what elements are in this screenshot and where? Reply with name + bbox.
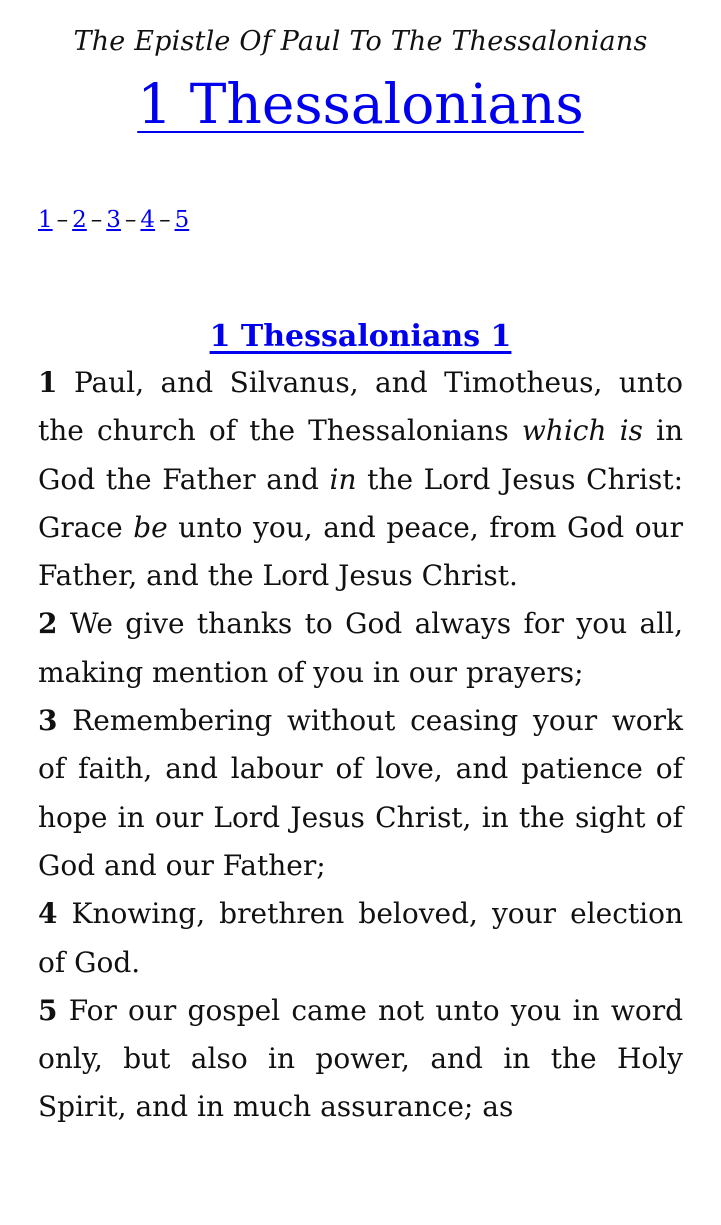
verse-text: unto you, and peace, from God our Father, and the Lord Jesus Christ. <box>38 510 683 593</box>
chapter-nav-separator: – <box>90 207 103 233</box>
verse <box>38 359 683 600</box>
verse-italic-text: in <box>329 462 357 496</box>
verse-number: 2 <box>38 607 58 641</box>
verse <box>38 697 683 890</box>
verse-text: Paul, and Silvanus, and Timotheus, unto the church of the Thessalonians <box>38 366 683 448</box>
chapter-link-5[interactable]: 5 <box>174 207 190 233</box>
page <box>0 25 721 1132</box>
chapter-link-1[interactable]: 1 <box>38 207 53 233</box>
verse-text: Knowing, brethren beloved, your election of God. <box>38 897 683 979</box>
chapter-link-4[interactable]: 4 <box>140 207 156 233</box>
verse-text: the Lord Jesus Christ: Grace <box>38 462 684 544</box>
chapter-link-2[interactable]: 2 <box>72 207 87 233</box>
verse-number: 5 <box>38 993 58 1027</box>
book-title-link[interactable]: 1 Thessalonians <box>137 72 584 136</box>
chapter-nav <box>38 205 683 235</box>
verse-number: 4 <box>38 897 58 931</box>
chapter-heading-link[interactable]: 1 Thessalonians 1 <box>209 319 512 354</box>
verse-text: For our gospel came not unto you in word only, but also in power, and in the Holy Spirit, and in much assurance; as <box>38 993 683 1124</box>
verse <box>38 890 683 987</box>
verse-italic-text: which is <box>521 414 643 448</box>
verse-text: in God the Father and <box>38 414 683 496</box>
verse-text: Remembering without ceasing your work of faith, and labour of love, and patience of hope in our Lord Jesus Christ, in the sight of God and our Father; <box>38 704 683 882</box>
verse <box>38 600 683 697</box>
verse-italic-text: be <box>133 510 168 544</box>
chapter-nav-separator: – <box>159 207 171 233</box>
chapter-nav-separator: – <box>56 207 69 233</box>
verses <box>38 359 683 1132</box>
verse-number: 1 <box>38 366 58 399</box>
epistle-subtitle: The Epistle Of Paul To The Thessalonians <box>73 26 648 57</box>
chapter-heading <box>38 317 683 357</box>
chapter-link-3[interactable]: 3 <box>106 207 121 233</box>
verse <box>38 987 683 1132</box>
verse-text: We give thanks to God always for you all, making mention of you in our prayers; <box>38 607 683 689</box>
book-title <box>38 69 683 139</box>
verse-number: 3 <box>38 704 58 738</box>
chapter-nav-separator: – <box>124 207 137 233</box>
